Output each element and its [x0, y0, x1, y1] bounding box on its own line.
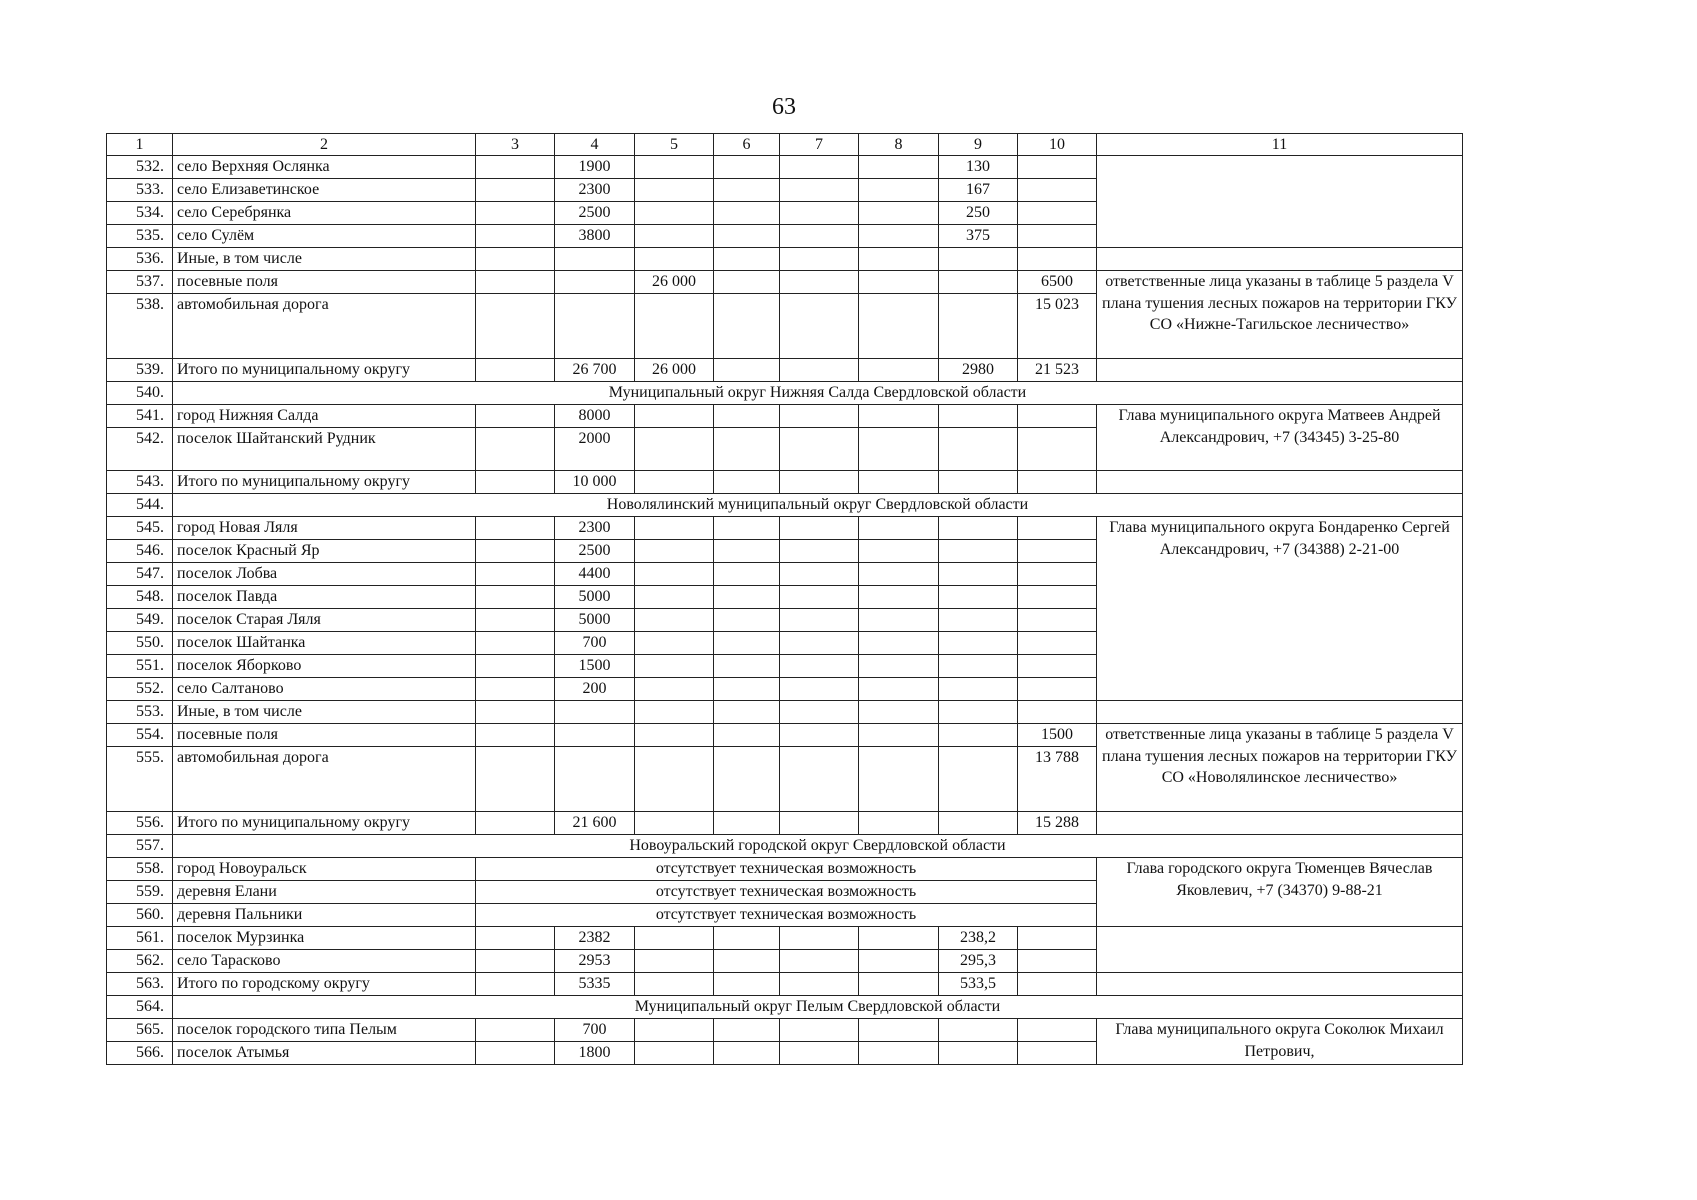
value-cell: 26 000	[635, 359, 714, 382]
table-row	[107, 927, 1463, 950]
row-number: 532.	[107, 156, 173, 179]
section-row	[107, 835, 1463, 858]
settlement-name: поселок Красный Яр	[173, 540, 476, 563]
row-number: 553.	[107, 701, 173, 724]
row-number: 548.	[107, 586, 173, 609]
value-cell: 2953	[555, 950, 635, 973]
row-number: 560.	[107, 904, 173, 927]
table-row	[107, 858, 1463, 881]
value-cell: 375	[939, 225, 1018, 248]
total-label: Итого по городскому округу	[173, 973, 476, 996]
section-row	[107, 382, 1463, 405]
value-cell: 2300	[555, 517, 635, 540]
section-title: Муниципальный округ Нижняя Салда Свердловской области	[173, 382, 1463, 405]
value-cell: 1500	[555, 655, 635, 678]
total-label: Итого по муниципальному округу	[173, 471, 476, 494]
value-cell: 167	[939, 179, 1018, 202]
table-row	[107, 359, 1463, 382]
row-number: 559.	[107, 881, 173, 904]
value-cell: 5335	[555, 973, 635, 996]
settlement-name: город Новая Ляля	[173, 517, 476, 540]
section-row	[107, 996, 1463, 1019]
row-number: 557.	[107, 835, 173, 858]
row-number: 564.	[107, 996, 173, 1019]
row-number: 563.	[107, 973, 173, 996]
value-cell: 26 000	[635, 271, 714, 294]
settlement-name: посевные поля	[173, 724, 476, 747]
table-row	[107, 271, 1463, 294]
value-cell: 8000	[555, 405, 635, 428]
header-row	[107, 134, 1463, 156]
value-cell: 21 523	[1018, 359, 1097, 382]
section-title: Муниципальный округ Пелым Свердловской области	[173, 996, 1463, 1019]
table-row	[107, 248, 1463, 271]
header-cell: 4	[555, 134, 635, 156]
settlement-name: деревня Елани	[173, 881, 476, 904]
settlement-name: поселок Яборково	[173, 655, 476, 678]
row-number: 536.	[107, 248, 173, 271]
value-cell: 700	[555, 1019, 635, 1042]
row-number: 551.	[107, 655, 173, 678]
settlement-name: автомобильная дорога	[173, 294, 476, 359]
value-cell: 238,2	[939, 927, 1018, 950]
responsible-note: ответственные лица указаны в таблице 5 раздела V плана тушения лесных пожаров на территории ГКУ СО «Новолялинское лесничество»	[1097, 724, 1463, 812]
settlement-name: поселок Шайтанка	[173, 632, 476, 655]
settlement-name: поселок Шайтанский Рудник	[173, 428, 476, 471]
value-cell: 2300	[555, 179, 635, 202]
row-number: 558.	[107, 858, 173, 881]
settlement-name: поселок городского типа Пелым	[173, 1019, 476, 1042]
settlement-name: поселок Лобва	[173, 563, 476, 586]
row-number: 566.	[107, 1042, 173, 1065]
value-cell: 250	[939, 202, 1018, 225]
responsible-note: ответственные лица указаны в таблице 5 раздела V плана тушения лесных пожаров на территории ГКУ СО «Нижне-Тагильское лесничество»	[1097, 271, 1463, 359]
value-cell: 2500	[555, 540, 635, 563]
settlement-name: Иные, в том числе	[173, 248, 476, 271]
header-cell: 9	[939, 134, 1018, 156]
value-cell: 4400	[555, 563, 635, 586]
value-cell: 6500	[1018, 271, 1097, 294]
value-cell: 2980	[939, 359, 1018, 382]
row-number: 541.	[107, 405, 173, 428]
value-cell: 533,5	[939, 973, 1018, 996]
settlement-name: деревня Пальники	[173, 904, 476, 927]
header-cell: 2	[173, 134, 476, 156]
row-number: 547.	[107, 563, 173, 586]
settlement-name: посевные поля	[173, 271, 476, 294]
settlement-name: поселок Старая Ляля	[173, 609, 476, 632]
table-row	[107, 405, 1463, 428]
value-cell: 15 288	[1018, 812, 1097, 835]
row-number: 562.	[107, 950, 173, 973]
row-number: 544.	[107, 494, 173, 517]
row-number: 552.	[107, 678, 173, 701]
table-row	[107, 973, 1463, 996]
row-number: 540.	[107, 382, 173, 405]
contact-note: Глава муниципального округа Бондаренко Сергей Александрович, +7 (34388) 2-21-00	[1097, 517, 1463, 701]
contact-note: Глава городского округа Тюменцев Вячеслав Яковлевич, +7 (34370) 9-88-21	[1097, 858, 1463, 927]
value-cell: 10 000	[555, 471, 635, 494]
contact-note: Глава муниципального округа Матвеев Андрей Александрович, +7 (34345) 3-25-80	[1097, 405, 1463, 471]
section-row	[107, 494, 1463, 517]
row-number: 561.	[107, 927, 173, 950]
row-number: 533.	[107, 179, 173, 202]
settlement-name: город Нижняя Салда	[173, 405, 476, 428]
total-label: Итого по муниципальному округу	[173, 812, 476, 835]
no-capability-cell: отсутствует техническая возможность	[476, 881, 1097, 904]
value-cell: 2382	[555, 927, 635, 950]
value-cell: 13 788	[1018, 747, 1097, 812]
settlement-name: поселок Павда	[173, 586, 476, 609]
header-cell: 11	[1097, 134, 1463, 156]
row-number: 556.	[107, 812, 173, 835]
header-cell: 3	[476, 134, 555, 156]
value-cell: 3800	[555, 225, 635, 248]
header-cell: 5	[635, 134, 714, 156]
section-title: Новоуральский городской округ Свердловской области	[173, 835, 1463, 858]
settlement-name: Иные, в том числе	[173, 701, 476, 724]
table-row	[107, 517, 1463, 540]
row-number: 535.	[107, 225, 173, 248]
row-number: 549.	[107, 609, 173, 632]
settlement-name: поселок Мурзинка	[173, 927, 476, 950]
value-cell: 1500	[1018, 724, 1097, 747]
table-row	[107, 471, 1463, 494]
table-row	[107, 812, 1463, 835]
contact-note: Глава муниципального округа Соколюк Михаил Петрович,	[1097, 1019, 1463, 1065]
header-cell: 10	[1018, 134, 1097, 156]
row-number: 539.	[107, 359, 173, 382]
row-number: 542.	[107, 428, 173, 471]
value-cell: 200	[555, 678, 635, 701]
value-cell: 295,3	[939, 950, 1018, 973]
value-cell: 26 700	[555, 359, 635, 382]
row-number: 565.	[107, 1019, 173, 1042]
settlements-table	[106, 133, 1463, 1065]
settlement-name: село Сулём	[173, 225, 476, 248]
value-cell: 130	[939, 156, 1018, 179]
value-cell: 2500	[555, 202, 635, 225]
value-cell: 700	[555, 632, 635, 655]
value-cell: 21 600	[555, 812, 635, 835]
row-number: 538.	[107, 294, 173, 359]
settlement-name: село Тарасково	[173, 950, 476, 973]
row-number: 546.	[107, 540, 173, 563]
empty-note-cell	[1097, 156, 1463, 248]
value-cell: 1800	[555, 1042, 635, 1065]
table-row	[107, 724, 1463, 747]
settlement-name: село Салтаново	[173, 678, 476, 701]
row-number: 537.	[107, 271, 173, 294]
settlement-name: автомобильная дорога	[173, 747, 476, 812]
section-title: Новолялинский муниципальный округ Свердловской области	[173, 494, 1463, 517]
page-number: 63	[772, 94, 796, 120]
value-cell: 5000	[555, 609, 635, 632]
row-number: 555.	[107, 747, 173, 812]
total-label: Итого по муниципальному округу	[173, 359, 476, 382]
settlement-name: город Новоуральск	[173, 858, 476, 881]
row-number: 554.	[107, 724, 173, 747]
header-cell: 1	[107, 134, 173, 156]
value-cell: 1900	[555, 156, 635, 179]
table-row	[107, 701, 1463, 724]
no-capability-cell: отсутствует техническая возможность	[476, 904, 1097, 927]
table-row	[107, 156, 1463, 179]
row-number: 550.	[107, 632, 173, 655]
row-number: 543.	[107, 471, 173, 494]
empty-note-cell	[1097, 927, 1463, 973]
header-cell: 6	[714, 134, 780, 156]
header-cell: 7	[780, 134, 859, 156]
value-cell: 15 023	[1018, 294, 1097, 359]
table-row	[107, 1019, 1463, 1042]
value-cell: 5000	[555, 586, 635, 609]
settlement-name: село Серебрянка	[173, 202, 476, 225]
header-cell: 8	[859, 134, 939, 156]
no-capability-cell: отсутствует техническая возможность	[476, 858, 1097, 881]
settlement-name: село Елизаветинское	[173, 179, 476, 202]
settlement-name: поселок Атымья	[173, 1042, 476, 1065]
row-number: 545.	[107, 517, 173, 540]
value-cell: 2000	[555, 428, 635, 471]
settlement-name: село Верхняя Ослянка	[173, 156, 476, 179]
row-number: 534.	[107, 202, 173, 225]
